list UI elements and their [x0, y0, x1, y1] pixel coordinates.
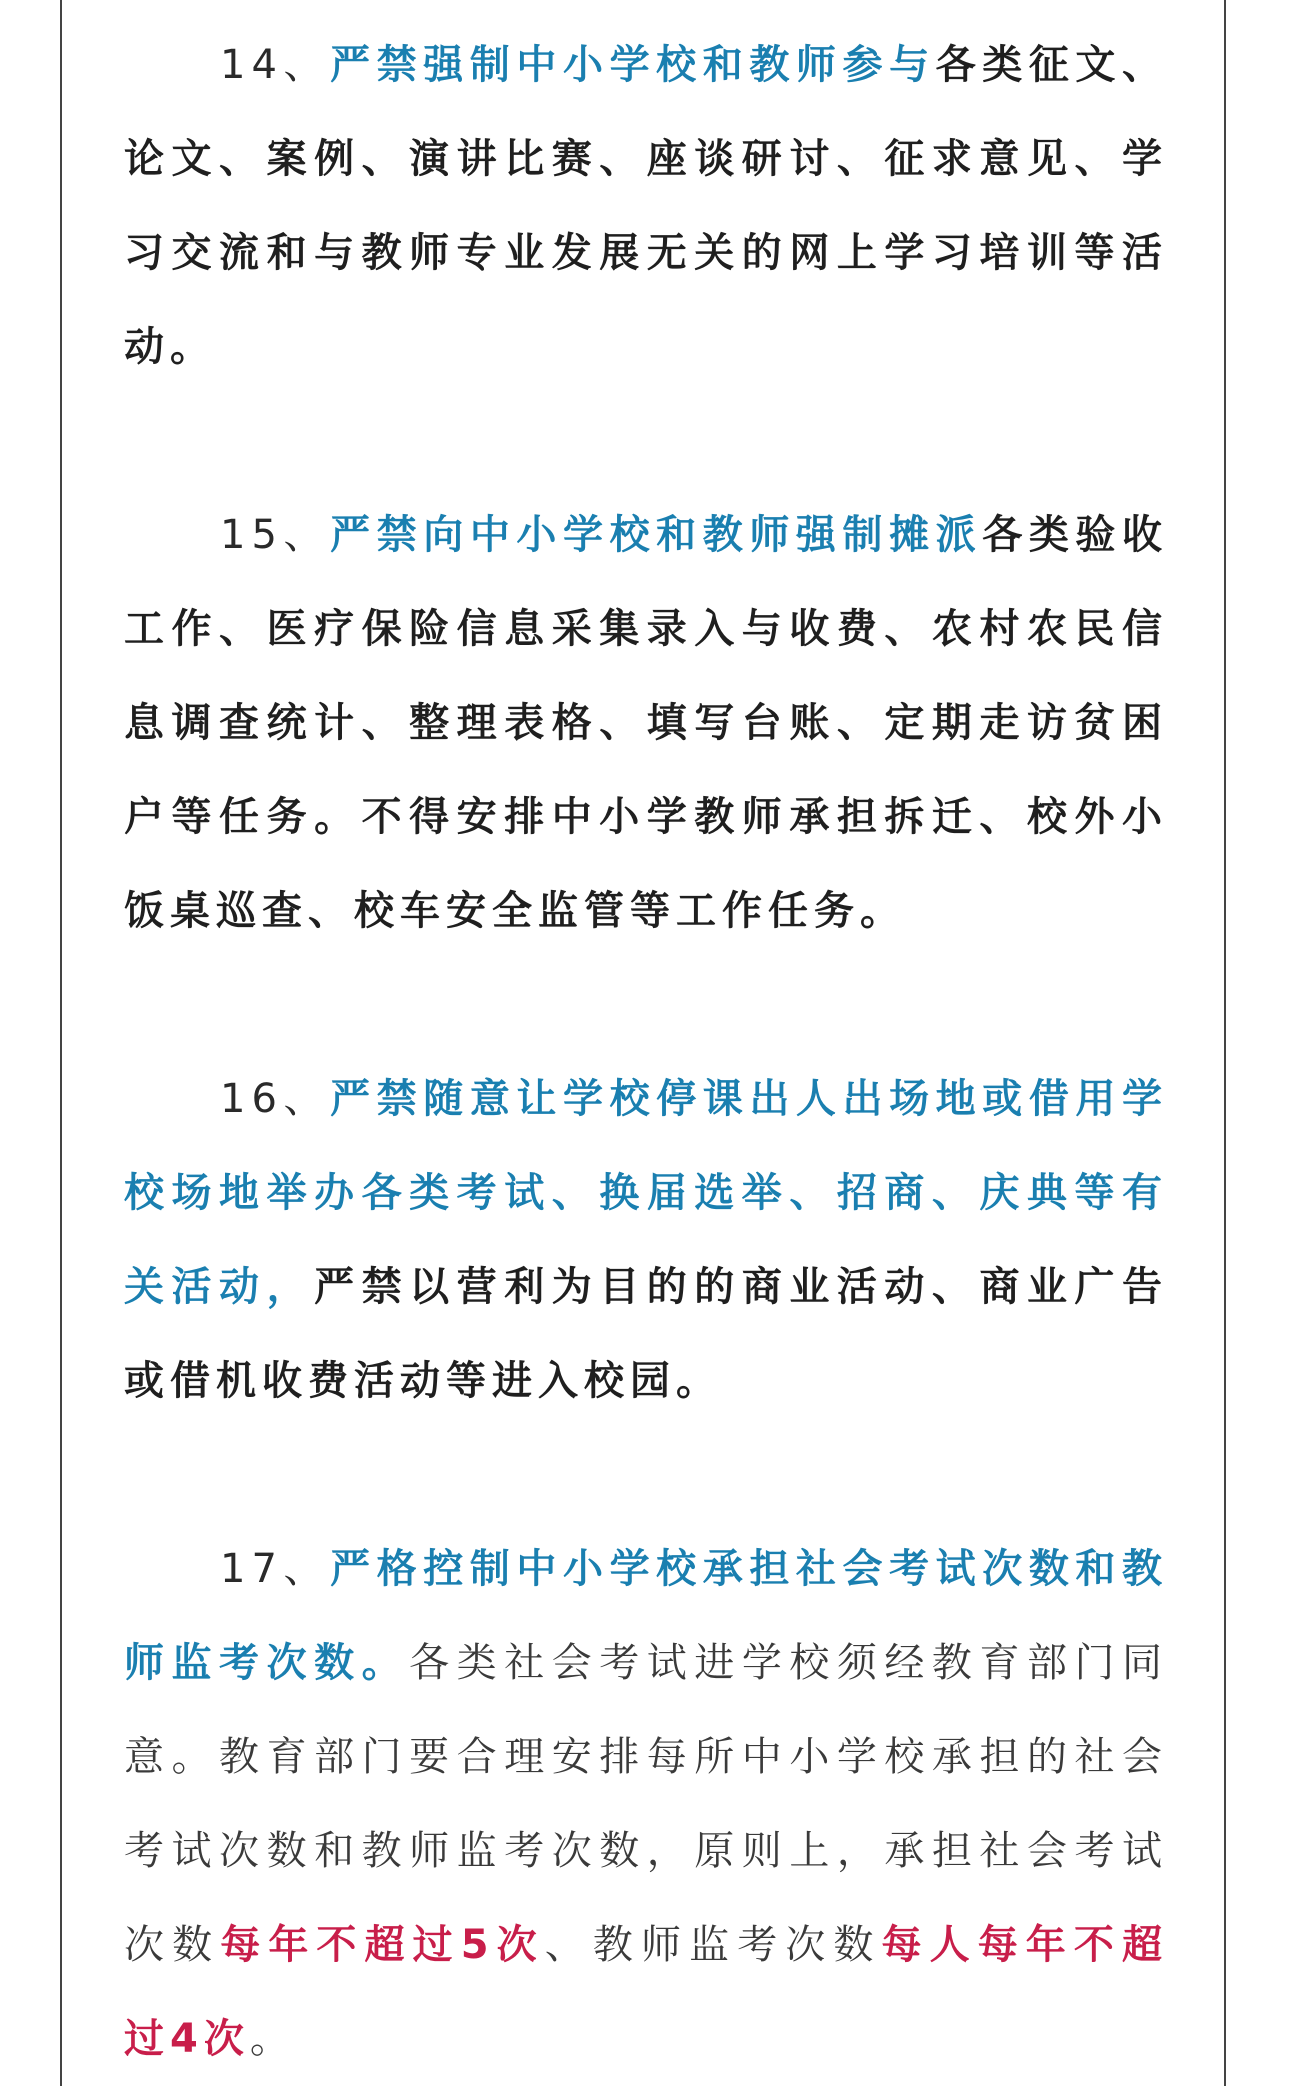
body-text: 。: [249, 2016, 296, 2062]
red-highlight-text: 每人每年不超过4次: [124, 1922, 1169, 2062]
body-text: 严禁以营利为目的的商业活动、商业广告或借机收费活动等进入校园。: [124, 1264, 1169, 1404]
body-text: 各类社会考试进学校须经教育部门同意。教育部门要合理安排每所中小学校承担的社会考试次数和教师监考次数，原则上，承担社会考试次数: [124, 1640, 1169, 1968]
paragraph-17: [124, 1522, 1168, 2086]
paragraph-15: [124, 488, 1168, 958]
body-text: 、教师监考次数: [544, 1922, 882, 1968]
highlight-text: 严格控制中小学校承担社会考试次数和教师监考次数。: [124, 1546, 1169, 1686]
paragraph-16: [124, 1052, 1168, 1428]
paragraph-14: [124, 18, 1168, 394]
item-number: 17、: [220, 1546, 331, 1592]
red-highlight-text: 每年不超过5次: [220, 1922, 545, 1968]
item-number: 14、: [220, 42, 331, 88]
item-number: 16、: [220, 1076, 331, 1122]
highlight-text: 严禁随意让学校停课出人出场地或借用学校场地举办各类考试、换届选举、招商、庆典等有关活动，: [124, 1076, 1169, 1310]
body-text: 各类征文、论文、案例、演讲比赛、座谈研讨、征求意见、学习交流和与教师专业发展无关的网上学习培训等活动。: [124, 42, 1169, 370]
article-body: [124, 18, 1168, 2086]
body-text: 各类验收工作、医疗保险信息采集录入与收费、农村农民信息调查统计、整理表格、填写台账、定期走访贫困户等任务。不得安排中小学教师承担拆迁、校外小饭桌巡查、校车安全监管等工作任务。: [124, 512, 1169, 934]
highlight-text: 严禁向中小学校和教师强制摊派: [330, 512, 983, 558]
item-number: 15、: [220, 512, 331, 558]
highlight-text: 严禁强制中小学校和教师参与: [330, 42, 936, 88]
